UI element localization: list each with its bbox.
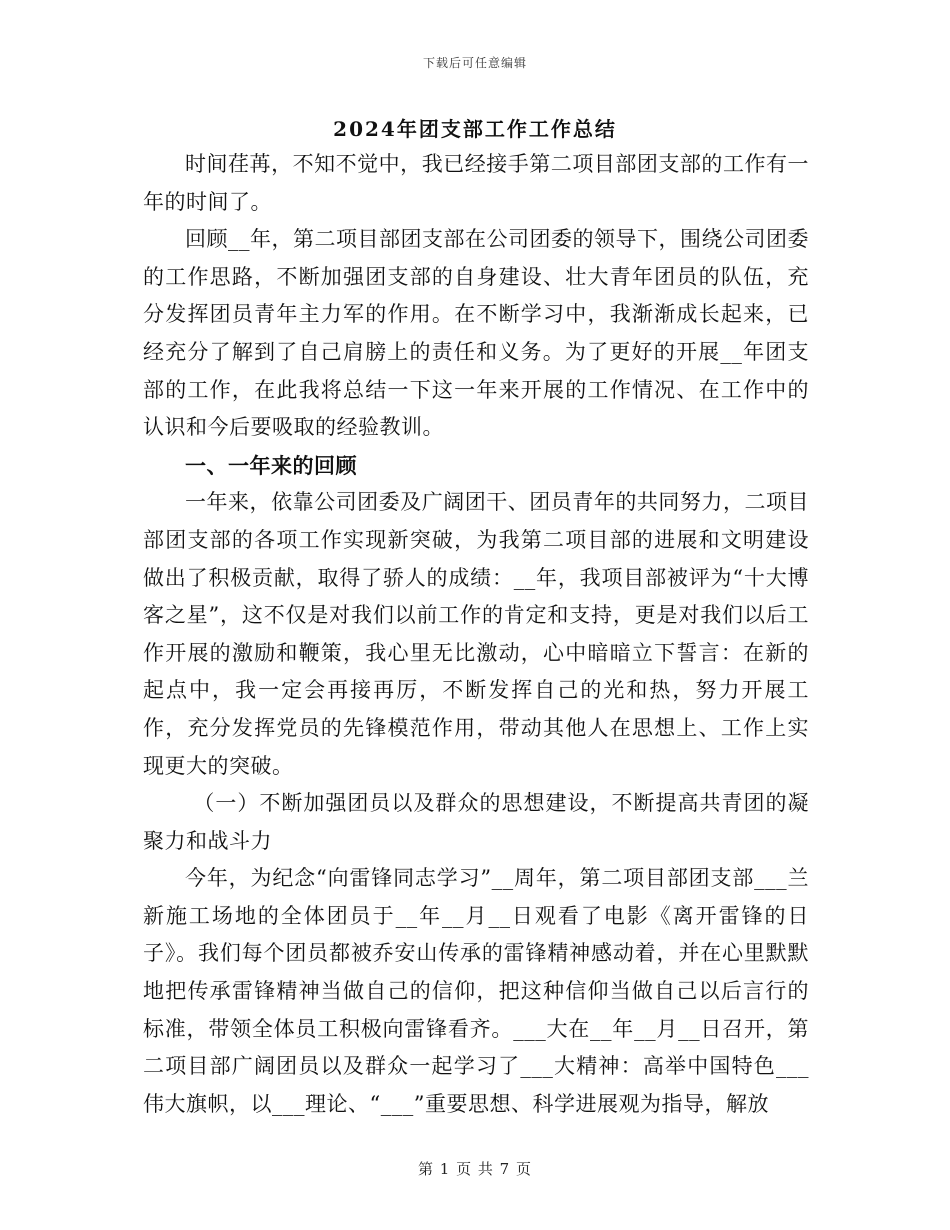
section-heading-review: 一、一年来的回顾 [185,452,357,478]
header-note: 下载后可任意编辑 [422,56,527,70]
page-number: 第 1 页 共 7 页 [418,1160,532,1178]
paragraph-review: 回顾__年，第二项目部团支部在公司团委的领导下，围绕公司团委的工作思路，不断加强团支部的自身建设、壮大青年团员的队伍，充分发挥团员青年主力军的作用。在不断学习中，我渐渐成长起来，已经充分了解到了自己肩膀上的责任和义务。为了更好的开展__年团支部的工作，在此我将总结一下这一年来开展的工作情况、在工作中的认识和今后要吸取的经验教训。 [143,227,809,440]
document-body [143,146,809,1123]
document-title: 2024年团支部工作工作总结 [333,117,617,141]
paragraph-intro: 时间荏苒，不知不觉中，我已经接手第二项目部团支部的工作有一年的时间了。 [143,152,809,214]
paragraph-achievements: 一年来，依靠公司团委及广阔团干、团员青年的共同努力，二项目部团支部的各项工作实现新突破，为我第二项目部的进展和文明建设做出了积极贡献，取得了骄人的成绩：__年，我项目部被评为“十大博客之星”，这不仅是对我们以前工作的肯定和支持，更是对我们以后工作开展的激励和鞭策，我心里无比激动，心中暗暗立下誓言：在新的起点中，我一定会再接再厉，不断发挥自己的光和热，努力开展工作，充分发挥党员的先锋模范作用，带动其他人在思想上、工作上实现更大的突破。 [143,490,809,778]
subsection-heading-ideology: （一）不断加强团员以及群众的思想建设，不断提高共青团的凝聚力和战斗力 [143,791,809,853]
paragraph-leifeng: 今年，为纪念“向雷锋同志学习”__周年，第二项目部团支部___兰新施工场地的全体团员于__年__月__日观看了电影《离开雷锋的日子》。我们每个团员都被乔安山传承的雷锋精神感动着，并在心里默默地把传承雷锋精神当做自己的信仰，把这种信仰当做自己以后言行的标准，带领全体员工积极向雷锋看齐。___大在__年__月__日召开，第二项目部广阔团员以及群众一起学习了___大精神：高举中国特色___伟大旗帜，以___理论、“___”重要思想、科学进展观为指导，解放 [143,866,809,1116]
